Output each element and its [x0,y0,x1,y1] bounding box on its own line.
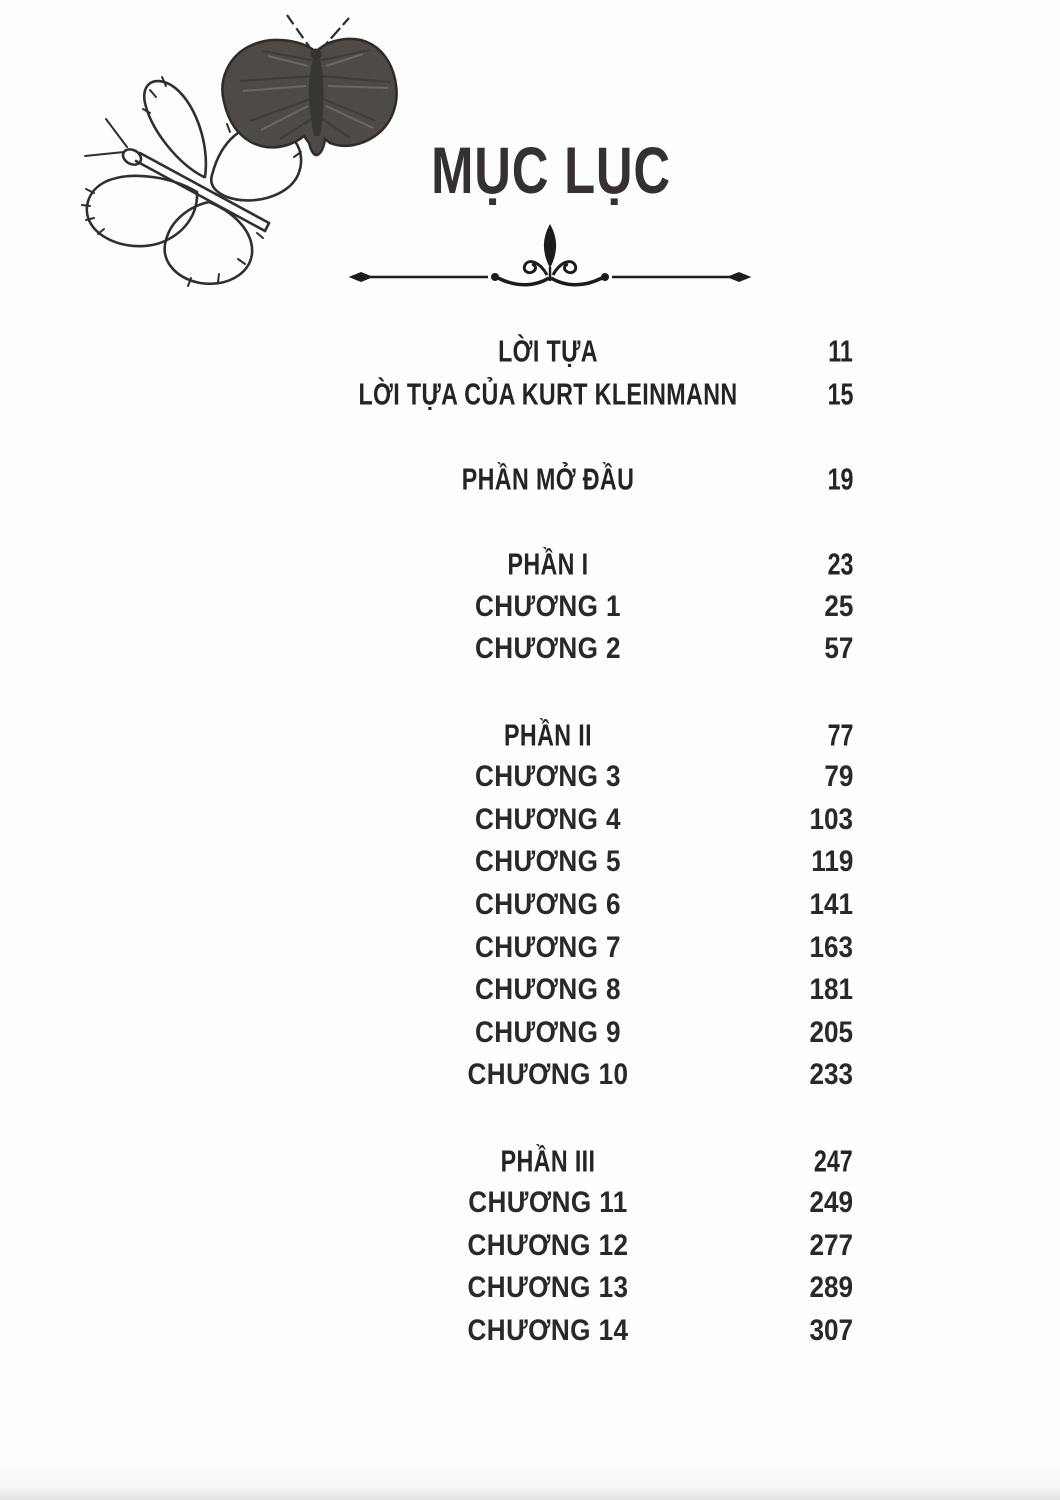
toc-entry-label: PHẦN MỞ ĐẦU [461,461,635,497]
toc-entry-label: LỜI TỰA [498,333,598,369]
ornamental-divider [348,220,752,290]
toc-entry-label: LỜI TỰA CỦA KURT KLEINMANN [358,376,738,412]
toc-entry-label: CHƯƠNG 13 [467,1271,629,1305]
toc-entry-label: CHƯƠNG 4 [474,802,622,836]
toc-entry-label: CHƯƠNG 1 [474,589,622,623]
toc-row [0,841,1060,884]
toc-entry-page-number: 77 [827,717,853,753]
toc-row [0,330,1060,373]
toc-entry-page-number: 119 [810,845,853,879]
toc-entry-page-number: 277 [809,1228,853,1262]
toc-entry-label: CHƯƠNG 2 [474,632,622,666]
toc-row [0,1054,1060,1097]
toc-group [0,713,1060,1096]
toc-group-gap [0,1097,1060,1140]
toc-row [0,1139,1060,1182]
toc-entry-label: CHƯƠNG 12 [467,1228,629,1262]
toc-entry-page-number: 11 [828,333,853,369]
toc-row [0,926,1060,969]
page-title: MỤC LỤC [431,133,671,207]
toc-entry-page-number: 163 [809,930,853,964]
toc-entry-page-number: 289 [809,1271,853,1305]
toc-entry-page-number: 103 [809,802,853,836]
table-of-contents [0,330,1060,1352]
toc-group-gap [0,500,1060,543]
toc-row [0,1224,1060,1267]
toc-row [0,969,1060,1012]
toc-entry-page-number: 23 [827,546,853,582]
toc-row [0,1267,1060,1310]
toc-entry-page-number: 25 [823,589,853,623]
toc-group [0,458,1060,501]
toc-row [0,1310,1060,1353]
toc-entry-page-number: 141 [809,888,853,922]
toc-entry-label: CHƯƠNG 11 [468,1186,628,1220]
toc-group [0,330,1060,415]
toc-entry-page-number: 247 [814,1143,853,1179]
toc-row [0,373,1060,416]
toc-entry-label: CHƯƠNG 14 [467,1313,629,1347]
toc-entry-page-number: 19 [827,461,853,497]
toc-entry-page-number: 57 [823,632,853,666]
toc-entry-label: CHƯƠNG 8 [474,973,622,1007]
toc-row [0,884,1060,927]
toc-group [0,543,1060,671]
toc-entry-page-number: 181 [809,973,853,1007]
toc-entry-label: CHƯƠNG 5 [474,845,622,879]
dark-butterfly [222,15,396,155]
toc-entry-label: PHẦN II [504,717,592,753]
toc-entry-label: CHƯƠNG 7 [474,930,622,964]
page-bottom-shadow [0,1458,1060,1500]
toc-entry-label: CHƯƠNG 9 [474,1015,622,1049]
toc-group-gap [0,671,1060,714]
toc-entry-page-number: 249 [809,1186,853,1220]
toc-row [0,543,1060,586]
toc-row [0,799,1060,842]
toc-entry-page-number: 307 [809,1313,853,1347]
toc-row [0,586,1060,629]
toc-entry-label: CHƯƠNG 6 [474,888,622,922]
toc-entry-label: PHẦN III [500,1143,596,1179]
toc-entry-page-number: 205 [809,1015,853,1049]
toc-row [0,756,1060,799]
toc-entry-label: PHẦN I [507,546,589,582]
toc-entry-label: CHƯƠNG 3 [474,760,622,794]
toc-row [0,713,1060,756]
toc-group-gap [0,415,1060,458]
toc-entry-page-number: 15 [827,376,853,412]
toc-row [0,1012,1060,1055]
toc-group [0,1139,1060,1352]
toc-row [0,628,1060,671]
toc-entry-page-number: 79 [823,760,853,794]
toc-row [0,458,1060,501]
toc-row [0,1182,1060,1225]
toc-entry-page-number: 233 [809,1058,853,1092]
toc-entry-label: CHƯƠNG 10 [467,1058,629,1092]
